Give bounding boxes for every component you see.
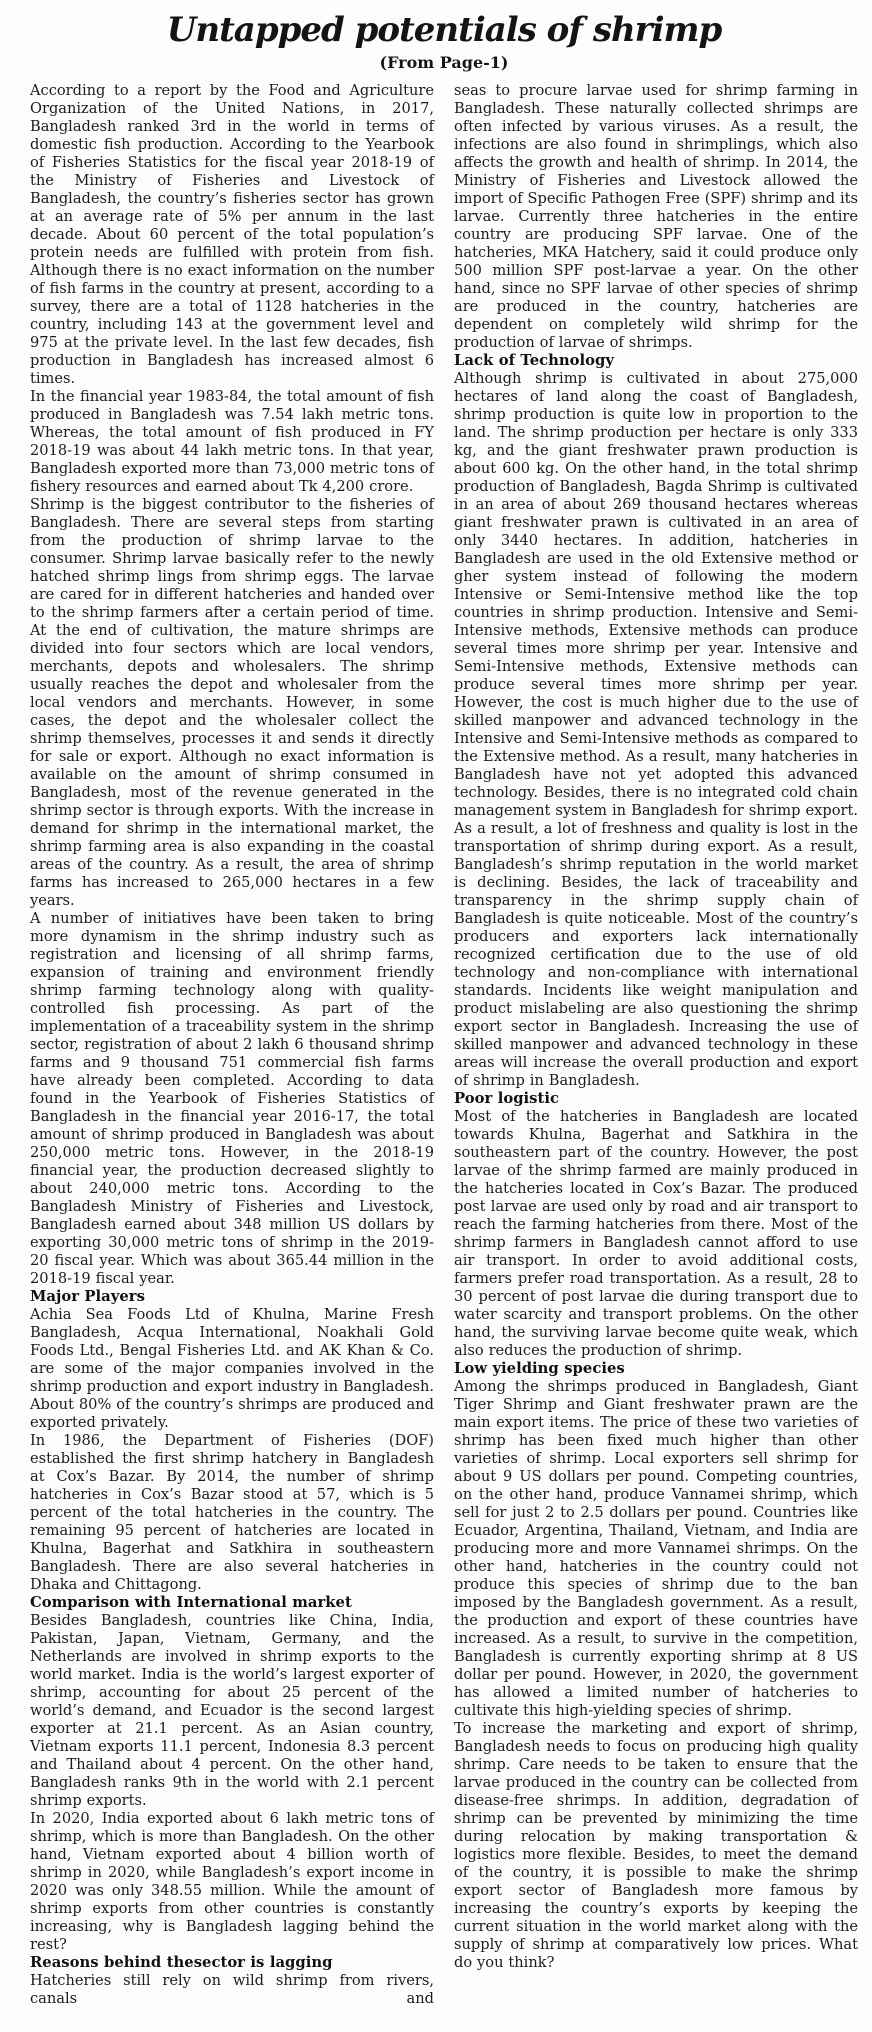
- article-paragraph: Most of the hatcheries in Bangladesh are located towards Khulna, Bagerhat and Satkhira in the southeastern part of the country. However, the post larvae of the shrimp farmed are mainly produced in the hatcheries located in Cox’s Bazar. The produced post larvae are used only by road and air transport to reach the farming hatcheries from there. Most of the shrimp farmers in Bangladesh cannot afford to use air transport. In order to avoid additional costs, farmers prefer road transportation. As a result, 28 to 30 percent of post larvae die during transport due to water scarcity and transport problems. On the other hand, the surviving larvae become quite weak, which also reduces the production of shrimp.: [454, 1108, 858, 1359]
- article-paragraph: According to a report by the Food and Agriculture Organization of the United Nations, in 2017, Bangladesh ranked 3rd in the world in terms of domestic fish production. According to the Yearbook of Fisheries Statistics for the fiscal year 2018-19 of the Ministry of Fisheries and Livestock of Bangladesh, the country’s fisheries sector has grown at an average rate of 5% per annum in the last decade. About 60 percent of the total population’s protein needs are fulfilled with protein from fish. Although there is no exact information on the number of fish farms in the country at present, according to a survey, there are a total of 1128 hatcheries in the country, including 143 at the government level and 975 at the private level. In the last few decades, fish production in Bangladesh has increased almost 6 times.: [30, 82, 434, 387]
- article-paragraph: To increase the marketing and export of shrimp, Bangladesh needs to focus on producing high quality shrimp. Care needs to be taken to ensure that the larvae produced in the country can be collected from disease-free shrimps. In addition, degradation of shrimp can be prevented by minimizing the time during relocation by making transportation & logistics more flexible. Besides, to meet the demand of the country, it is possible to make the shrimp export sector of Bangladesh more famous by increasing the country’s exports by keeping the current situation in the world market along with the supply of shrimp at comparatively low prices. What do you think?: [454, 1720, 858, 1971]
- article-paragraph: Hatcheries still rely on wild shrimp from rivers, canals and: [30, 1972, 434, 2007]
- section-heading-reasons: Reasons behind thesector is lagging: [30, 1954, 333, 1971]
- article-paragraph: seas to procure larvae used for shrimp farming in Bangladesh. These naturally collected shrimps are often infected by various viruses. As a result, the infections are also found in shrimplings, which also affects the growth and health of shrimp. In 2014, the Ministry of Fisheries and Livestock allowed the import of Specific Pathogen Free (SPF) shrimp and its larvae. Currently three hatcheries in the entire country are producing SPF larvae. One of the hatcheries, MKA Hatchery, said it could produce only 500 million SPF post-larvae a year. On the other hand, since no SPF larvae of other species of shrimp are produced in the country, hatcheries are dependent on completely wild shrimp for the production of larvae of shrimps.: [454, 82, 859, 351]
- page-subtitle: (From Page-1): [379, 53, 509, 72]
- article-masthead: [30, 10, 858, 72]
- article-paragraph: Although shrimp is cultivated in about 275,000 hectares of land along the coast of Bangladesh, shrimp production is quite low in proportion to the land. The shrimp production per hectare is only 333 kg, and the giant freshwater prawn production is about 600 kg. On the other hand, in the total shrimp production of Bangladesh, Bagda Shrimp is cultivated in an area of about 269 thousand hectares whereas giant freshwater prawn is cultivated in an area of only 3440 hectares. In addition, hatcheries in Bangladesh are used in the old Extensive method or gher system instead of following the modern Intensive or Semi-Intensive method like the top countries in shrimp production. Intensive and Semi-Intensive methods, Extensive methods can produce several times more shrimp per year. Intensive and Semi-Intensive methods, Extensive methods can produce several times more shrimp per year. However, the cost is much higher due to the use of skilled manpower and advanced technology in the Intensive and Semi-Intensive methods as compared to the Extensive method. As a result, many hatcheries in Bangladesh have not yet adopted this advanced technology. Besides, there is no integrated cold chain management system in Bangladesh for shrimp export. As a result, a lot of freshness and quality is lost in the transportation of shrimp during export. As a result, Bangladesh’s shrimp reputation in the world market is declining. Besides, the lack of traceability and transparency in the shrimp supply chain of Bangladesh is quite noticeable. Most of the country’s producers and exporters lack internationally recognized certification due to the use of old technology and non-compliance with international standards. Incidents like weight manipulation and product mislabeling are also questioning the shrimp export sector in Bangladesh. Increasing the use of skilled manpower and advanced technology in these areas will increase the overall production and export of shrimp in Bangladesh.: [454, 370, 858, 1089]
- article-paragraph: In the financial year 1983-84, the total amount of fish produced in Bangladesh was 7.54 lakh metric tons. Whereas, the total amount of fish produced in FY 2018-19 was about 44 lakh metric tons. In that year, Bangladesh exported more than 73,000 metric tons of fishery resources and earned about Tk 4,200 crore.: [30, 388, 434, 495]
- article-paragraph: In 1986, the Department of Fisheries (DOF) established the first shrimp hatchery in Bangladesh at Cox’s Bazar. By 2014, the number of shrimp hatcheries in Cox’s Bazar stood at 57, which is 5 percent of the total hatcheries in the country. The remaining 95 percent of hatcheries are located in Khulna, Bagerhat and Satkhira in southeastern Bangladesh. There are also several hatcheries in Dhaka and Chittagong.: [30, 1432, 434, 1593]
- section-heading-major-players: Major Players: [30, 1288, 145, 1305]
- column-left: [30, 82, 434, 2008]
- article-paragraph: Achia Sea Foods Ltd of Khulna, Marine Fresh Bangladesh, Acqua International, Noakhali Gold Foods Ltd., Bengal Fisheries Ltd. and AK Khan & Co. are some of the major companies involved in the shrimp production and export industry in Bangladesh. About 80% of the country’s shrimps are produced and exported privately.: [30, 1306, 434, 1431]
- article-paragraph: A number of initiatives have been taken to bring more dynamism in the shrimp industry such as registration and licensing of all shrimp farms, expansion of training and environment friendly shrimp farming technology along with quality-controlled fish processing. As part of the implementation of a traceability system in the shrimp sector, registration of about 2 lakh 6 thousand shrimp farms and 9 thousand 751 commercial fish farms have already been completed. According to data found in the Yearbook of Fisheries Statistics of Bangladesh in the financial year 2016-17, the total amount of shrimp produced in Bangladesh was about 250,000 metric tons. However, in the 2018-19 financial year, the production decreased slightly to about 240,000 metric tons. According to the Bangladesh Ministry of Fisheries and Livestock, Bangladesh earned about 348 million US dollars by exporting 30,000 metric tons of shrimp in the 2019-20 fiscal year. Which was about 365.44 million in the 2018-19 fiscal year.: [30, 910, 434, 1287]
- section-heading-lack-of-technology: Lack of Technology: [454, 352, 614, 369]
- article-paragraph: Among the shrimps produced in Bangladesh, Giant Tiger Shrimp and Giant freshwater prawn are the main export items. The price of these two varieties of shrimp has been fixed much higher than other varieties of shrimp. Local exporters sell shrimp for about 9 US dollars per pound. Competing countries, on the other hand, produce Vannamei shrimp, which sell for just 2 to 2.5 dollars per pound. Countries like Ecuador, Argentina, Thailand, Vietnam, and India are producing more and more Vannamei shrimps. On the other hand, hatcheries in the country could not produce this species of shrimp due to the ban imposed by the Bangladesh government. As a result, the production and export of these countries have increased. As a result, to survive in the competition, Bangladesh is currently exporting shrimp at 8 US dollar per pound. However, in 2020, the government has allowed a limited number of hatcheries to cultivate this high-yielding species of shrimp.: [454, 1378, 858, 1719]
- column-right: [454, 82, 858, 1972]
- section-heading-poor-logistic: Poor logistic: [454, 1090, 559, 1107]
- article-paragraph: In 2020, India exported about 6 lakh metric tons of shrimp, which is more than Bangladesh. On the other hand, Vietnam exported about 4 billion worth of shrimp in 2020, while Bangladesh’s export income in 2020 was only 348.55 million. While the amount of shrimp exports from other countries is constantly increasing, why is Bangladesh lagging behind the rest?: [30, 1810, 434, 1953]
- article-paragraph: Shrimp is the biggest contributor to the fisheries of Bangladesh. There are several steps from starting from the production of shrimp larvae to the consumer. Shrimp larvae basically refer to the newly hatched shrimp lings from shrimp eggs. The larvae are cared for in different hatcheries and handed over to the shrimp farmers after a certain period of time. At the end of cultivation, the mature shrimps are divided into four sectors which are local vendors, merchants, depots and wholesalers. The shrimp usually reaches the depot and wholesaler from the local vendors and merchants. However, in some cases, the depot and the wholesaler collect the shrimp themselves, processes it and sends it directly for sale or export. Although no exact information is available on the amount of shrimp consumed in Bangladesh, most of the revenue generated in the shrimp sector is through exports. With the increase in demand for shrimp in the international market, the shrimp farming area is also expanding in the coastal areas of the country. As a result, the area of shrimp farms has increased to 265,000 hectares in a few years.: [30, 496, 434, 909]
- section-heading-comparison: Comparison with International market: [30, 1594, 352, 1611]
- article-columns: [30, 82, 858, 2008]
- section-heading-low-yielding-species: Low yielding species: [454, 1360, 625, 1377]
- article-paragraph: Besides Bangladesh, countries like China, India, Pakistan, Japan, Vietnam, Germany, and the Netherlands are involved in shrimp exports to the world market. India is the world’s largest exporter of shrimp, accounting for about 25 percent of the world’s demand, and Ecuador is the second largest exporter at 21.1 percent. As an Asian country, Vietnam exports 11.1 percent, Indonesia 8.3 percent and Thailand about 4 percent. On the other hand, Bangladesh ranks 9th in the world with 2.1 percent shrimp exports.: [30, 1612, 434, 1809]
- page-title: Untapped potentials of shrimp: [166, 10, 722, 50]
